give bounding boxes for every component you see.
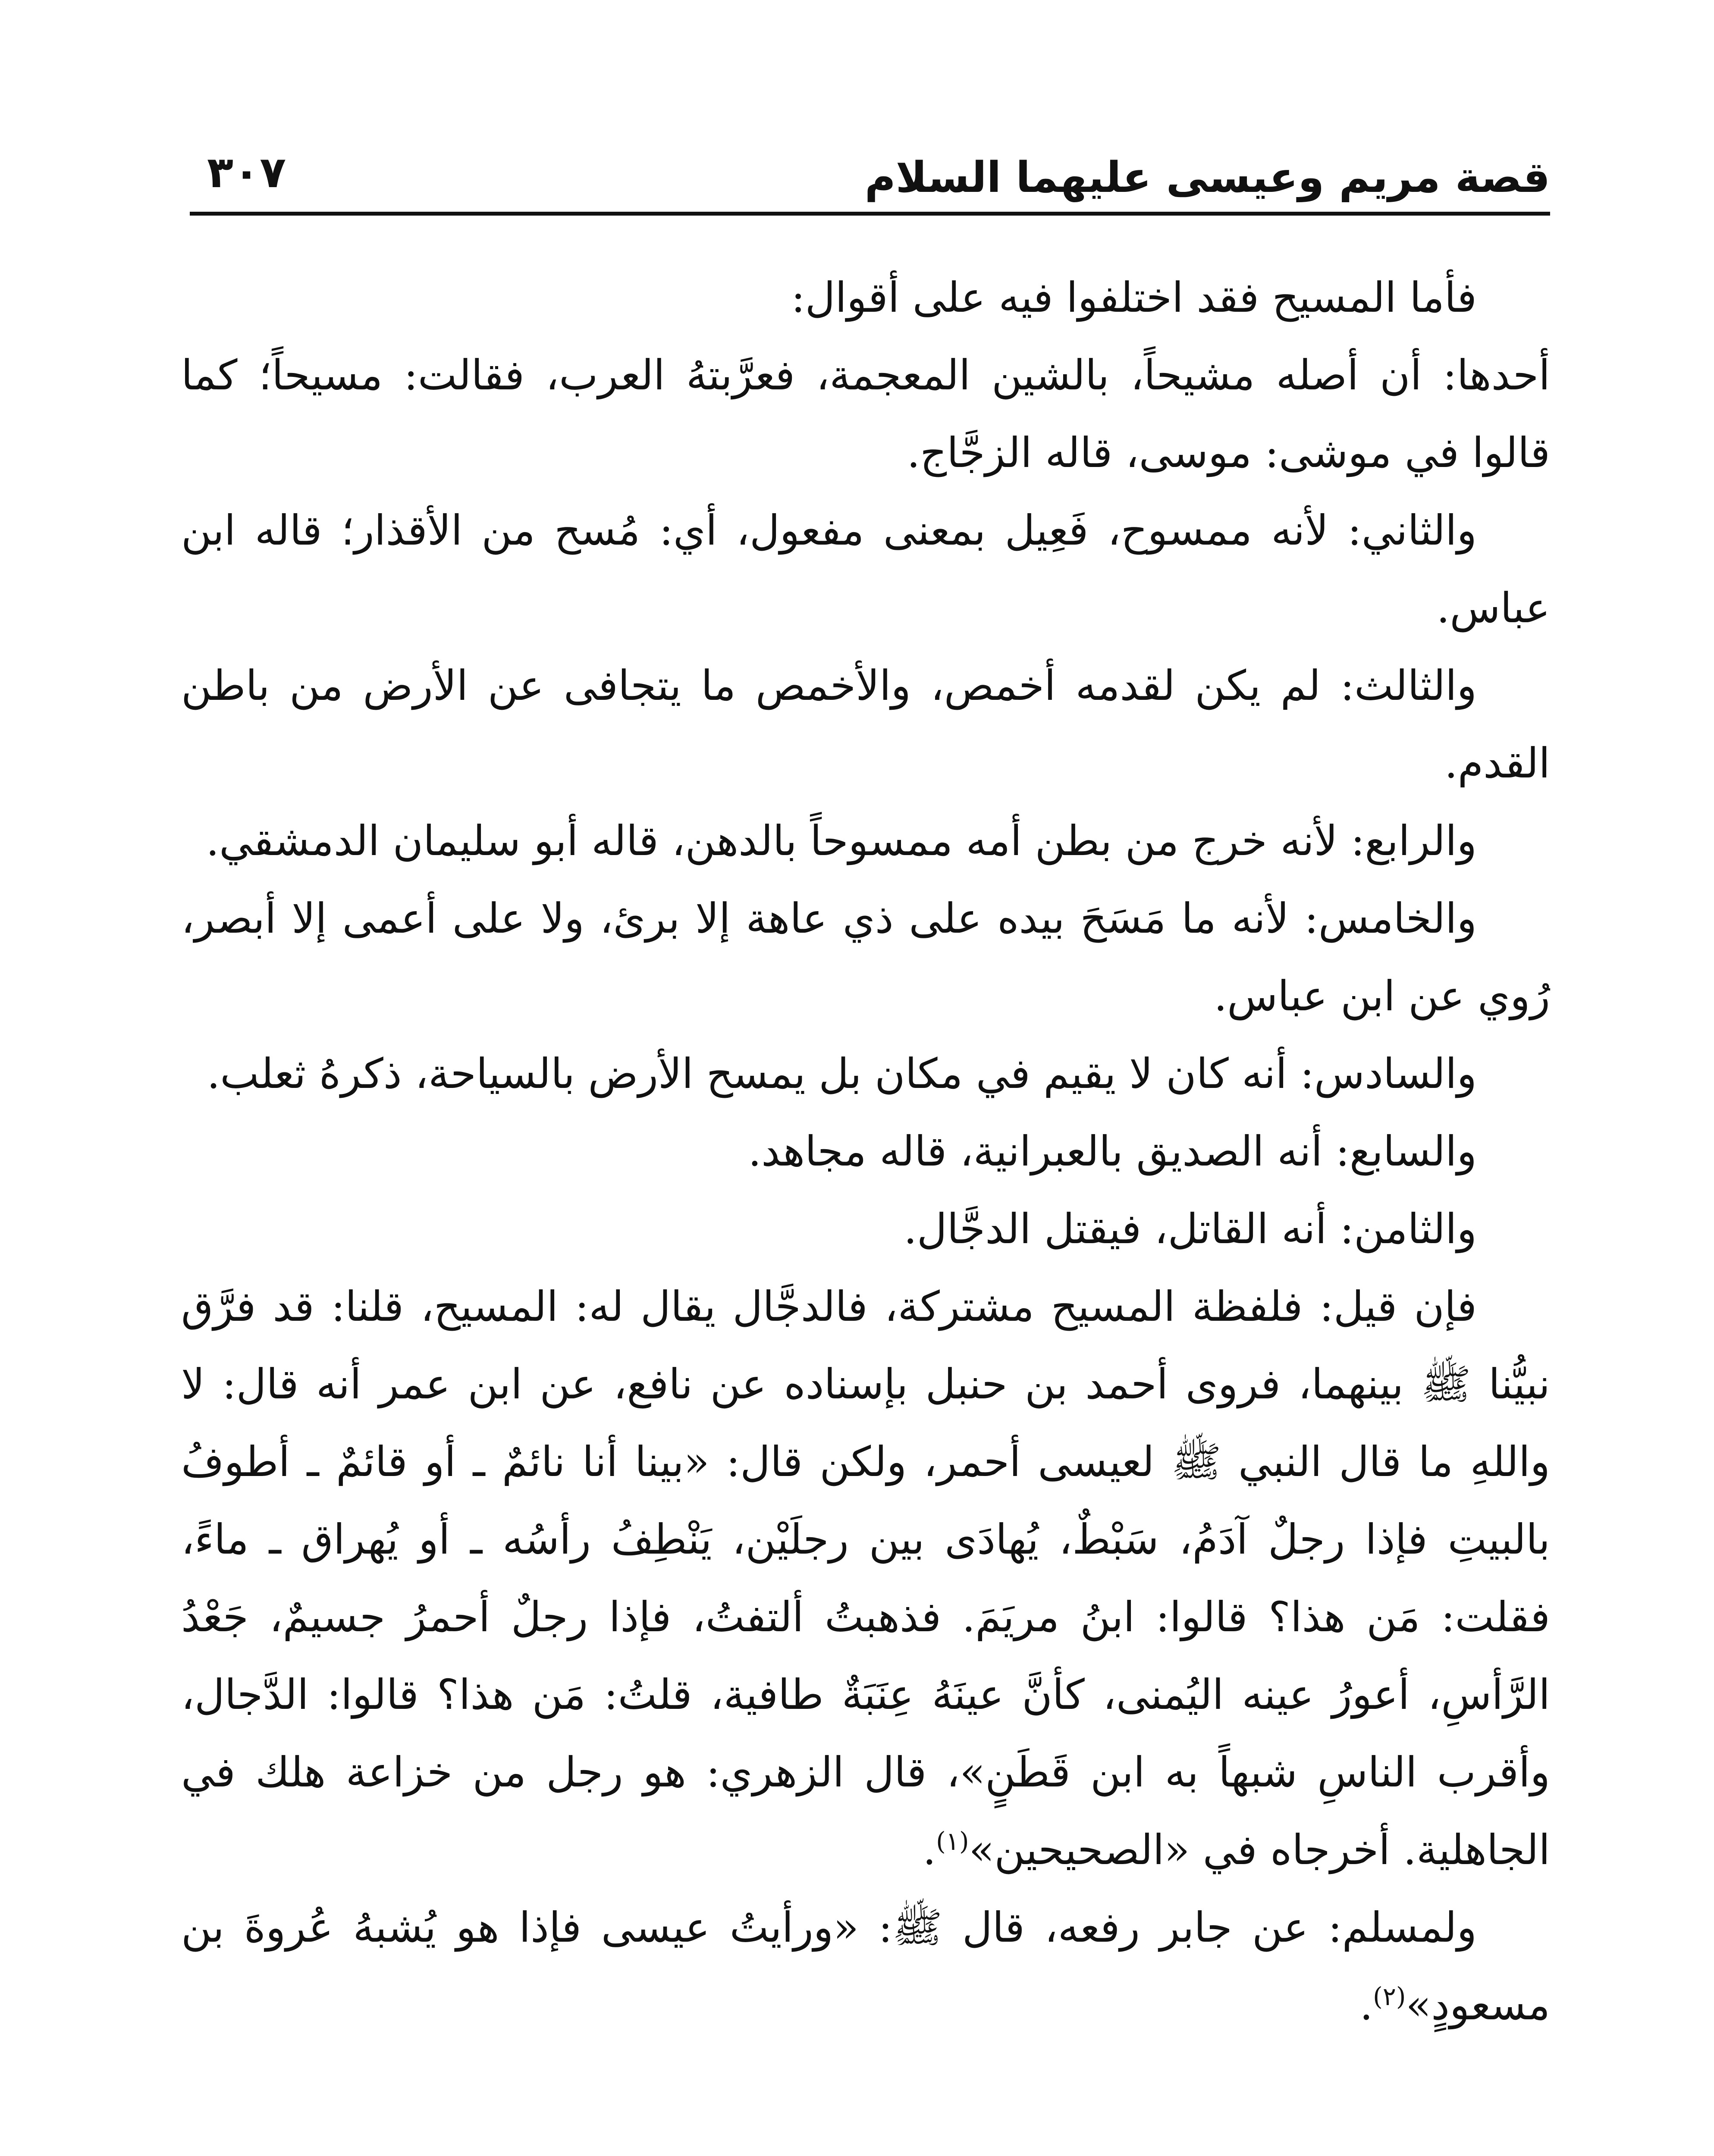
chapter-title: قصة مريم وعيسى عليهما السلام (864, 153, 1550, 203)
header-rule (190, 212, 1550, 216)
paragraph-opinion-6: والسادس: أنه كان لا يقيم في مكان بل يمسح الأرض بالسياحة، ذكرهُ ثعلب. (207, 1050, 1477, 1098)
paragraph-opinion-1: أحدها: أن أصله مشيحاً، بالشين المعجمة، فعرَّبتهُ العرب، فقالت: مسيحاً؛ كما قالوا في موشى: موسى، قاله الزجَّاج. (181, 351, 1550, 477)
paragraph-hadith-ibn-umar (181, 1268, 1550, 1889)
paragraph-opinion-7: والسابع: أنه الصديق بالعبرانية، قاله مجاهد. (748, 1127, 1477, 1175)
paragraph-opinion-8: والثامن: أنه القاتل، فيقتل الدجَّال. (904, 1205, 1477, 1253)
end-mark: . (923, 1826, 936, 1874)
main-text (181, 259, 1550, 2044)
paragraph-hadith-jabir (181, 1889, 1550, 2044)
hadith-jabir-text: ولمسلم: عن جابر رفعه، قال ﷺ: «ورأيتُ عيسى فإذا هو يُشبهُ عُروةَ بن مسعودٍ» (181, 1903, 1550, 2029)
footnote-ref-2: (٢) (1373, 1982, 1406, 2011)
hadith-ibn-umar-text: فإن قيل: فلفظة المسيح مشتركة، فالدجَّال يقال له: المسيح، قلنا: قد فرَّق نبيُّنا ﷺ بينهما، فروى أحمد بن حنبل بإسناده عن نافع، عن ابن عمر أنه قال: لا واللهِ ما قال النبي ﷺ لعيسى أحمر، ولكن قال: «بينا أنا نائمٌ ـ أو قائمٌ ـ أطوفُ بالبيتِ فإذا رجلٌ آدَمُ، سَبْطٌ، يُهادَى بين رجلَيْن، يَنْطِفُ رأسُه ـ أو يُهراق ـ ماءً، فقلت: مَن هذا؟ قالوا: ابنُ مريَمَ. فذهبتُ ألتفتُ، فإذا رجلٌ أحمرُ جسيمٌ، جَعْدُ الرَّأسِ، أعورُ عينه اليُمنى، كأنَّ عينَهُ عِنَبَةٌ طافية، قلتُ: مَن هذا؟ قالوا: الدَّجال، وأقرب الناسِ شبهاً به ابن قَطَنٍ»، قال الزهري: هو رجل من خزاعة هلك في الجاهلية. أخرجاه في «الصحيحين» (181, 1282, 1551, 1874)
page-number: ٣٠٧ (207, 147, 286, 197)
end-mark: . (1359, 1981, 1373, 2029)
paragraph-opinion-5: والخامس: لأنه ما مَسَحَ بيده على ذي عاهة إلا برئ، ولا على أعمى إلا أبصر، رُوي عن ابن عباس. (181, 894, 1550, 1020)
footnote-ref-1: (١) (936, 1827, 969, 1856)
running-header (190, 129, 1550, 216)
paragraph-opinion-2: والثاني: لأنه ممسوح، فَعِيل بمعنى مفعول، أي: مُسح من الأقذار؛ قاله ابن عباس. (181, 506, 1550, 632)
paragraph-opinion-4: والرابع: لأنه خرج من بطن أمه ممسوحاً بالدهن، قاله أبو سليمان الدمشقي. (206, 817, 1477, 865)
paragraph-intro: فأما المسيح فقد اختلفوا فيه على أقوال: (791, 273, 1477, 322)
paragraph-opinion-3: والثالث: لم يكن لقدمه أخمص، والأخمص ما يتجافى عن الأرض من باطن القدم. (181, 661, 1550, 787)
